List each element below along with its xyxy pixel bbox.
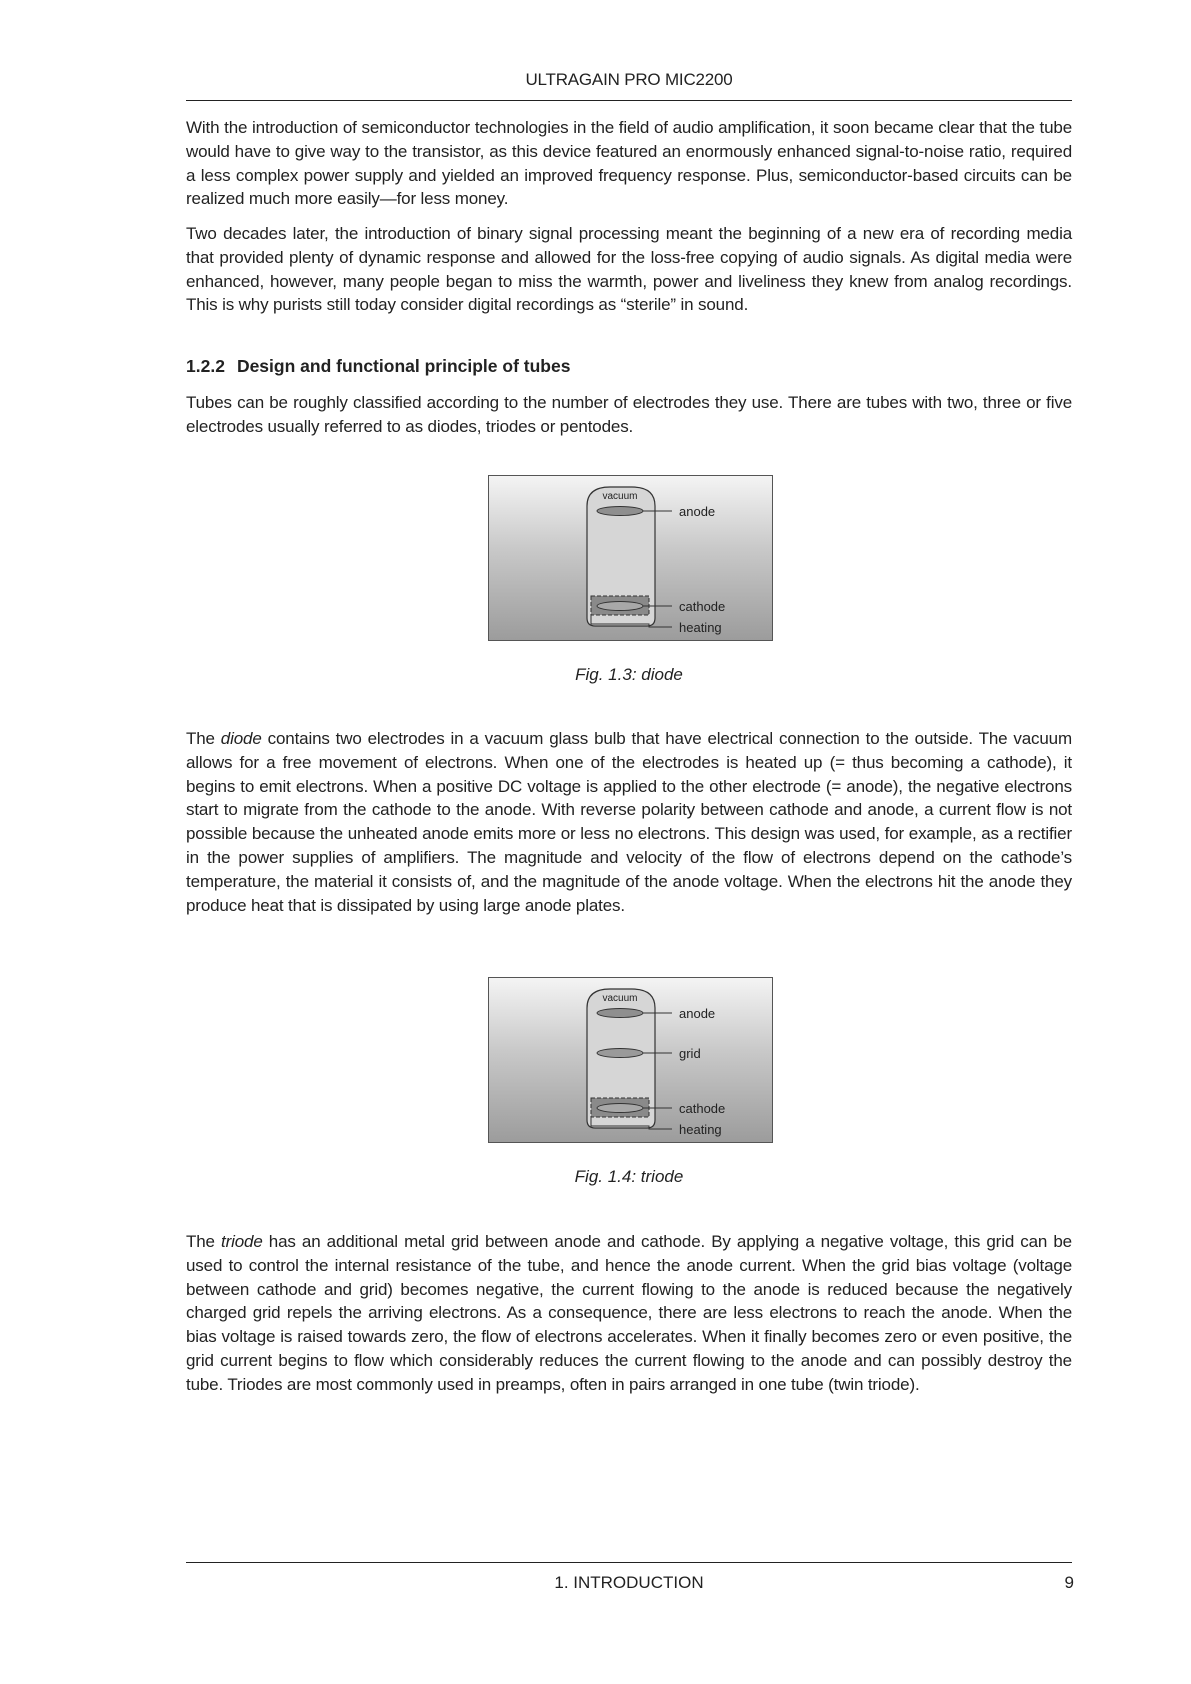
footer-chapter: 1. INTRODUCTION bbox=[554, 1573, 704, 1592]
paragraph-semiconductor: With the introduction of semiconductor technologies in the field of audio amplification, it soon became clear that the tube would have to give way to the transistor, as this device featured an enormously enhanced signal-to-noise ratio, required a less complex power supply and yielded an improved frequency response. Plus, semiconductor-based circuits can be realized much more easily—for less money. bbox=[186, 118, 1072, 209]
diode-intro: The bbox=[186, 729, 215, 748]
anode-label: anode bbox=[679, 504, 716, 519]
paragraph-classification: Tubes can be roughly classified according to the number of electrodes they use. There are tubes with two, three or five electrodes usually referred to as diodes, triodes or pentodes. bbox=[186, 393, 1072, 436]
grid-electrode bbox=[597, 1049, 643, 1058]
heating-label: heating bbox=[679, 620, 722, 635]
section-number: 1.2.2 bbox=[186, 356, 225, 376]
cathode-label: cathode bbox=[679, 1101, 726, 1116]
triode-text: has an additional metal grid between anode and cathode. By applying a negative voltage, this grid can be used to control the internal resistance of the tube, and hence the anode current. When the grid bias voltage (voltage between cathode and grid) becomes negative, the current flowing to the anode is reduced because the negatively charged grid repels the arriving electrons. As a consequence, there are less electrons to reach the anode. When the bias voltage is raised towards zero, the flow of electrons accelerates. When it finally becomes zero or even positive, the grid current begins to flow which considerably reduces the current flowing to the anode and can possibly destroy the tube. Triodes are most commonly used in preamps, often in pairs arranged in one tube (twin triode). bbox=[186, 1232, 1072, 1394]
cathode-label: cathode bbox=[679, 599, 726, 614]
diode-figure bbox=[488, 475, 773, 641]
anode-label: anode bbox=[679, 1006, 716, 1021]
header-title: ULTRAGAIN PRO MIC2200 bbox=[525, 70, 733, 89]
page-footer bbox=[186, 1562, 1072, 1603]
triode-intro: The bbox=[186, 1232, 215, 1251]
triode-figure bbox=[488, 977, 773, 1143]
diode-caption: Fig. 1.3: diode bbox=[575, 665, 683, 684]
anode-electrode bbox=[597, 507, 643, 516]
page-header bbox=[186, 66, 1072, 101]
section-title: Design and functional principle of tubes bbox=[236, 356, 571, 376]
diode-text: contains two electrodes in a vacuum glass bulb that have electrical connection to the outside. The vacuum allows for a free movement of electrons. When one of the electrodes is heated up (= thus becoming a cathode), it begins to emit electrons. When a positive DC voltage is applied to the other electrode (= anode), the negative electrons start to migrate from the cathode to the anode. With reverse polarity between cathode and anode, a current flow is not possible because the unheated anode emits more or less no electrons. This design was used, for example, as a rectifier in the power supplies of amplifiers. The magnitude and velocity of the flow of electrons depend on the cathode’s temperature, the material it consists of, and the magnitude of the anode voltage. When the electrons hit the anode they produce heat that is dissipated by using large anode plates. bbox=[186, 729, 1072, 915]
cathode-electrode bbox=[597, 602, 643, 611]
diode-term: diode bbox=[220, 729, 262, 748]
triode-term: triode bbox=[221, 1232, 263, 1251]
cathode-electrode bbox=[597, 1104, 643, 1113]
grid-label: grid bbox=[679, 1046, 701, 1061]
paragraph-diode bbox=[186, 727, 1072, 917]
anode-electrode bbox=[597, 1009, 643, 1018]
triode-caption: Fig. 1.4: triode bbox=[574, 1167, 684, 1186]
paragraph-digital: Two decades later, the introduction of binary signal processing meant the beginning of a new era of recording media that provided plenty of dynamic response and allowed for the loss-free copying of audio signals. As digital media were enhanced, however, many people began to miss the warmth, power and liveliness they knew from analog recordings. This is why purists still today consider digital recordings as “sterile” in sound. bbox=[186, 224, 1072, 315]
vacuum-label: vacuum bbox=[602, 993, 638, 1004]
vacuum-label: vacuum bbox=[602, 491, 638, 502]
paragraph-triode bbox=[186, 1230, 1072, 1397]
triode-diagram bbox=[489, 978, 772, 1142]
diode-diagram bbox=[489, 476, 772, 640]
section-heading bbox=[186, 356, 570, 377]
page-number: 9 bbox=[1064, 1573, 1074, 1592]
heating-label: heating bbox=[679, 1122, 722, 1137]
